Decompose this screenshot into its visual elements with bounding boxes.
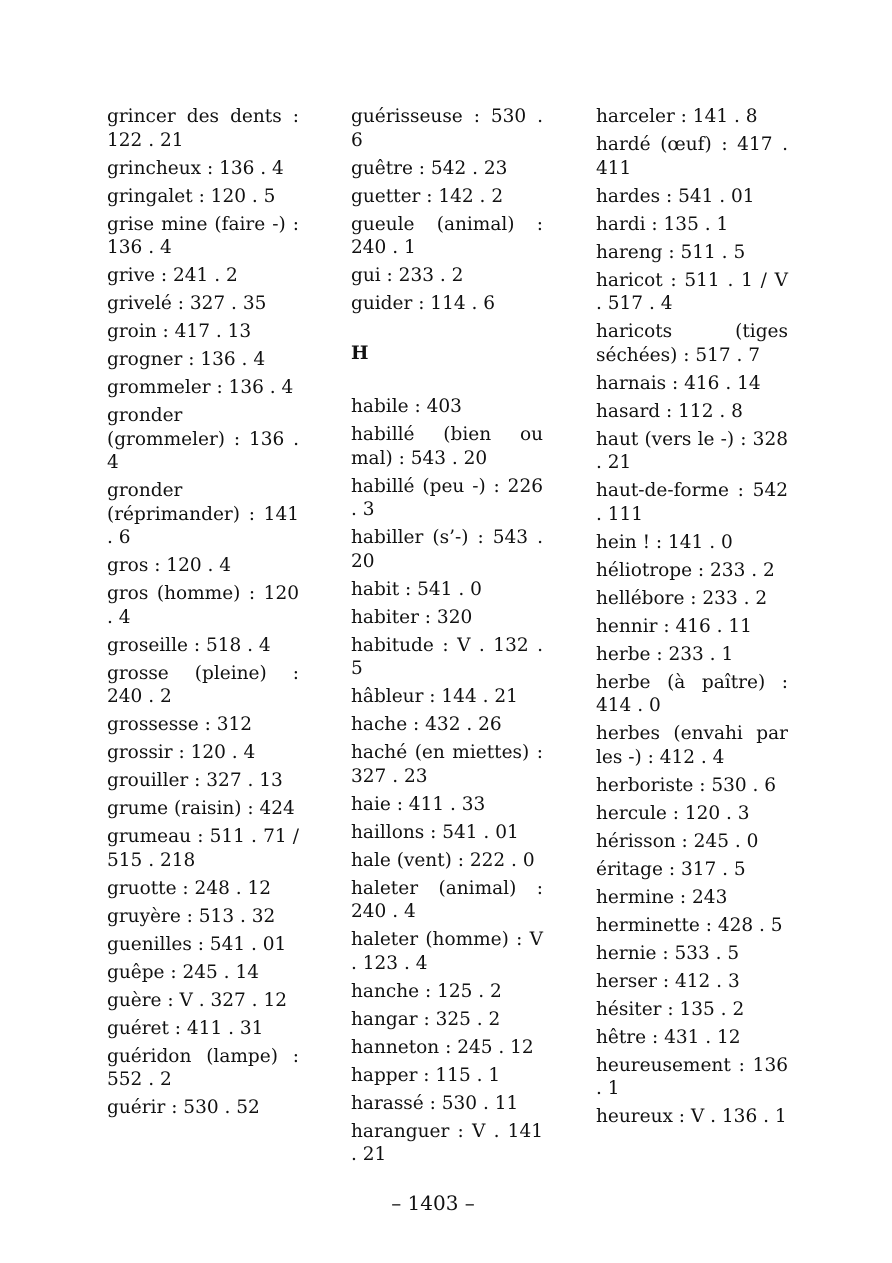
index-entry: haleter (animal) : 240 . 4 [351, 877, 543, 922]
index-entry: harceler : 141 . 8 [596, 106, 758, 127]
index-column-2 [351, 105, 543, 1171]
index-entry: habit : 541 . 0 [351, 578, 482, 600]
index-entry: haricots (tiges séchées) : 517 . 7 [596, 321, 788, 366]
index-entry: haleter (homme) : V . 123 . 4 [351, 929, 543, 974]
index-entry: hale (vent) : 222 . 0 [351, 849, 535, 871]
index-entry: herbe : 233 . 1 [596, 643, 734, 665]
index-entry: hercule : 120 . 3 [596, 802, 750, 824]
index-entry: heureux : V . 136 . 1 [596, 1106, 787, 1127]
index-entry: hermine : 243 [596, 886, 728, 908]
index-entry: grise mine (faire -) : 136 . 4 [107, 213, 299, 258]
index-entry: hellébore : 233 . 2 [596, 587, 768, 609]
index-entry: grincheux : 136 . 4 [107, 157, 284, 179]
index-entry: guéret : 411 . 31 [107, 1017, 264, 1039]
index-entry: haillons : 541 . 01 [351, 821, 519, 843]
section-letter-heading: H [351, 342, 369, 364]
index-entry: haut (vers le -) : 328 . 21 [596, 428, 788, 473]
index-entry: guenilles : 541 . 01 [107, 933, 287, 955]
index-entry: harassé : 530 . 11 [351, 1092, 519, 1114]
index-entry: heureusement : 136 . 1 [596, 1054, 788, 1099]
page-number: – 1403 – [391, 1191, 475, 1215]
index-entry: guetter : 142 . 2 [351, 185, 504, 207]
index-entry: gronder (réprimander) : 141 . 6 [107, 480, 299, 548]
index-entry: haut-de-forme : 542 . 111 [596, 480, 788, 525]
index-entry: groin : 417 . 13 [107, 321, 252, 342]
index-entry: happer : 115 . 1 [351, 1064, 501, 1086]
index-entry: grive : 241 . 2 [107, 265, 238, 286]
index-entry: harnais : 416 . 14 [596, 372, 761, 394]
index-entry: gros (homme) : 120 . 4 [107, 583, 299, 628]
index-entry: hardé (œuf) : 417 . 411 [596, 134, 788, 179]
index-entry: herbe (à paître) : 414 . 0 [596, 671, 788, 716]
index-entry: grouiller : 327 . 13 [107, 770, 283, 791]
index-entry: gruotte : 248 . 12 [107, 877, 272, 899]
index-entry: hardes : 541 . 01 [596, 185, 755, 207]
index-entry: hennir : 416 . 11 [596, 615, 752, 637]
index-entry: herbes (envahi par les -) : 412 . 4 [596, 723, 788, 768]
index-entry: guère : V . 327 . 12 [107, 989, 287, 1011]
index-entry: grossir : 120 . 4 [107, 742, 256, 763]
index-column-3 [596, 105, 788, 1133]
index-entry: guéridon (lampe) : 552 . 2 [107, 1045, 299, 1090]
index-entry: herboriste : 530 . 6 [596, 774, 777, 796]
index-entry: grossesse : 312 [107, 714, 253, 735]
index-entry: guêpe : 245 . 14 [107, 961, 259, 983]
index-entry: habillé (bien ou mal) : 543 . 20 [351, 424, 543, 469]
index-entry: herminette : 428 . 5 [596, 914, 783, 936]
index-entry: héliotrope : 233 . 2 [596, 559, 775, 581]
index-entry: hernie : 533 . 5 [596, 942, 740, 964]
index-entry: grincer des dents : 122 . 21 [107, 106, 299, 151]
index-entry: grume (raisin) : 424 [107, 798, 295, 819]
index-entry: hasard : 112 . 8 [596, 400, 743, 422]
index-entry: grivelé : 327 . 35 [107, 293, 267, 314]
index-entry: grumeau : 511 . 71 / 515 . 218 [107, 826, 299, 871]
index-entry: guérir : 530 . 52 [107, 1097, 260, 1118]
index-entry: hareng : 511 . 5 [596, 241, 746, 263]
index-entry: habile : 403 [351, 396, 462, 417]
index-entry: grogner : 136 . 4 [107, 349, 266, 370]
index-entry: gui : 233 . 2 [351, 265, 464, 286]
index-entry: grommeler : 136 . 4 [107, 377, 294, 398]
index-column-1 [107, 105, 299, 1124]
index-entry: hein ! : 141 . 0 [596, 531, 733, 553]
index-entry: gringalet : 120 . 5 [107, 185, 276, 207]
index-entry: guêtre : 542 . 23 [351, 157, 508, 179]
index-entry: hardi : 135 . 1 [596, 213, 729, 235]
index-entry: habiter : 320 [351, 606, 473, 628]
index-entry: haie : 411 . 33 [351, 793, 486, 815]
index-entry: haranguer : V . 141 . 21 [351, 1120, 543, 1165]
index-entry: gros : 120 . 4 [107, 555, 232, 576]
index-entry: gruyère : 513 . 32 [107, 905, 276, 927]
index-entry: gronder (grommeler) : 136 . 4 [107, 405, 299, 473]
index-entry: habitude : V . 132 . 5 [351, 634, 543, 679]
index-entry: hanche : 125 . 2 [351, 980, 502, 1002]
index-entry: habiller (s’-) : 543 . 20 [351, 527, 543, 572]
index-entry: guérisseuse : 530 . 6 [351, 106, 543, 151]
index-entry: herser : 412 . 3 [596, 970, 740, 992]
index-entry: habillé (peu -) : 226 . 3 [351, 475, 543, 520]
index-entry: haché (en miettes) : 327 . 23 [351, 742, 543, 787]
index-entry: haricot : 511 . 1 / V . 517 . 4 [596, 269, 788, 314]
index-entry: hérisson : 245 . 0 [596, 830, 759, 852]
index-entry: hanneton : 245 . 12 [351, 1036, 534, 1058]
index-entry: hésiter : 135 . 2 [596, 998, 745, 1020]
index-entry: éritage : 317 . 5 [596, 858, 746, 880]
index-entry: guider : 114 . 6 [351, 293, 496, 314]
index-entry: hangar : 325 . 2 [351, 1008, 501, 1030]
index-entry: grosse (pleine) : 240 . 2 [107, 662, 299, 707]
index-entry: hache : 432 . 26 [351, 714, 502, 735]
index-entry: hêtre : 431 . 12 [596, 1026, 741, 1048]
index-entry: gueule (animal) : 240 . 1 [351, 213, 543, 258]
index-entry: groseille : 518 . 4 [107, 634, 271, 656]
index-entry: hâbleur : 144 . 21 [351, 686, 518, 707]
